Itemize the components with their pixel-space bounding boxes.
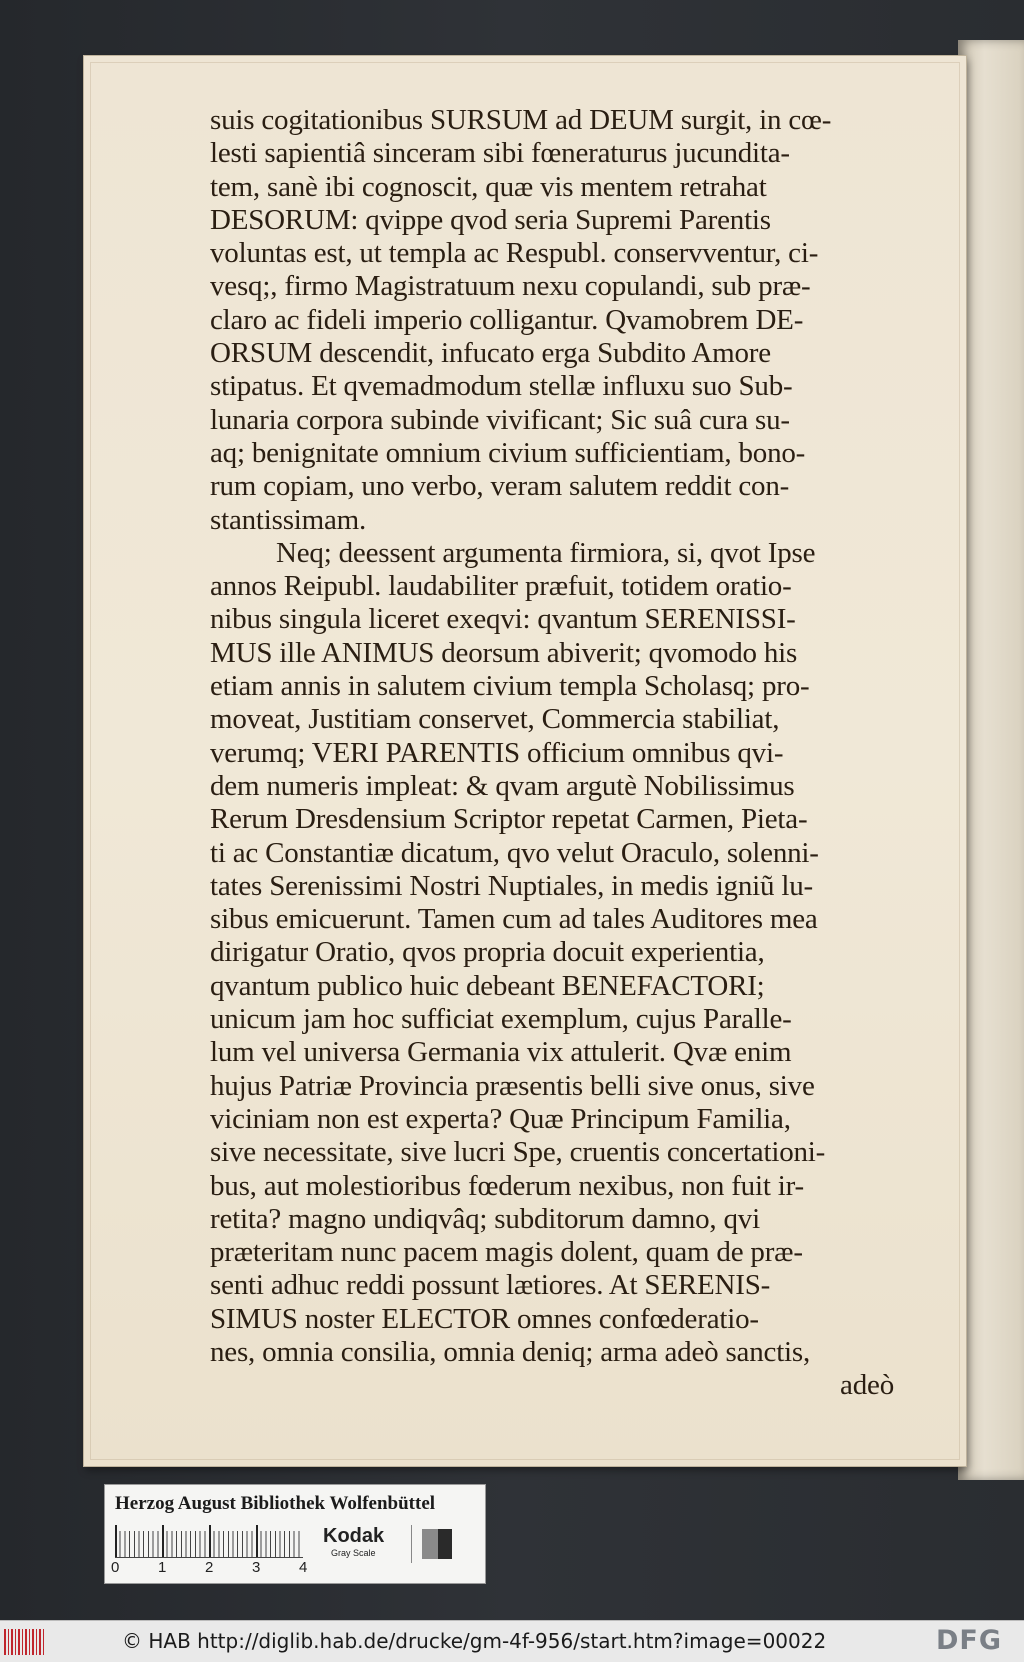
- ruler-number: 0: [111, 1559, 120, 1576]
- footer-bar: [0, 1620, 1024, 1662]
- institution-label: Herzog August Bibliothek Wolfenbüttel: [115, 1493, 436, 1514]
- gray-patch: [422, 1529, 438, 1559]
- ruler-number: 2: [205, 1559, 214, 1576]
- kodak-subtitle: Gray Scale: [331, 1548, 376, 1558]
- paragraph-2: Neq; deessent argumenta firmiora, si, qvot Ipse annos Reipubl. laudabiliter præfuit, totidem oratio- nibus singula liceret exeqvi: qvantum SERENISSI- MUS ille ANIMUS deorsum abiverit; qvomodo his etiam annis in salutem civium templa Scholasq; pro- moveat, Justitiam conservet, Commercia stabiliat, verumq; VERI PARENTIS officium omnibus qvi- dem numeris impleat: & qvam argutè Nobilissimus Rerum Dresdensium Scriptor repetat Carmen, Pieta- ti ac Constantiæ dicatum, qvo velut Oraculo, solenni- tates Serenissimi Nostri Nuptiales, in medis igniũ lu- sibus emicuerunt. Tamen cum ad tales Auditores mea dirigatur Oratio, qvos propria docuit experientia, qvantum publico huic debeant BENEFACTORI; unicum jam hoc sufficiat exemplum, cujus Paralle- lum vel universa Germania vix attulerit. Qvæ enim hujus Patriæ Provincia præsentis belli sive onus, sive viciniam non est experta? Quæ Principum Familia, sive necessitate, sive lucri Spe, cruentis concertationi- bus, aut molestioribus fœderum nexibus, non fuit ir- retita? magno undiqvâq; subditorum damno, qvi prætеritam nunc pacem magis dolent, quam de præ- senti adhuc reddi possunt lætiores. At SERENIS- SIMUS noster ELECTOR omnes confœderatio- nes, omnia consilia, omnia deniq; arma adeò sanctis,: [210, 536, 826, 1368]
- citation-link[interactable]: © HAB http://diglib.hab.de/drucke/gm-4f-956/start.htm?image=00022: [122, 1629, 827, 1653]
- ruler-number: 3: [252, 1559, 261, 1576]
- color-calibration-card: [104, 1484, 486, 1584]
- kodak-logo: Kodak: [323, 1525, 385, 1547]
- scale-ruler-major-ticks: [115, 1525, 303, 1557]
- ruler-number: 4: [299, 1559, 308, 1576]
- ruler-number: 1: [158, 1559, 167, 1576]
- adjacent-page-edge: [958, 40, 1024, 1480]
- paragraph-1: suis cogitationibus SURSUM ad DEUM surgit, in cœ- lesti sapientiâ sinceram sibi fœneraturus jucundita- tem, sanè ibi cognoscit, quæ vis mentem retrahat DESORUM: qvippe qvod seria Supremi Parentis voluntas est, ut templa ac Respubl. conservventur, ci- vesq;, firmo Magistratuum nexu copulandi, sub præ- claro ac fideli imperio colligantur. Qvamobrem DE- ORSUM descendit, infucato erga Subdito Amore stipatus. Et qvemadmodum stellæ influxu suo Sub- lunaria corpora subinde vivificant; Sic suâ cura su- aq; benignitate omnium civium sufficientiam, bono- rum copiam, uno verbo, veram salutem reddit con- stantissimam.: [210, 104, 832, 536]
- hab-logo-icon: [4, 1629, 46, 1655]
- catchword: adeò: [840, 1369, 894, 1402]
- document-page: [84, 56, 966, 1466]
- gray-scale-chip: [411, 1525, 474, 1563]
- dfg-logo: DFG: [936, 1625, 1003, 1656]
- body-text: [210, 104, 906, 1403]
- dark-patch: [438, 1529, 452, 1559]
